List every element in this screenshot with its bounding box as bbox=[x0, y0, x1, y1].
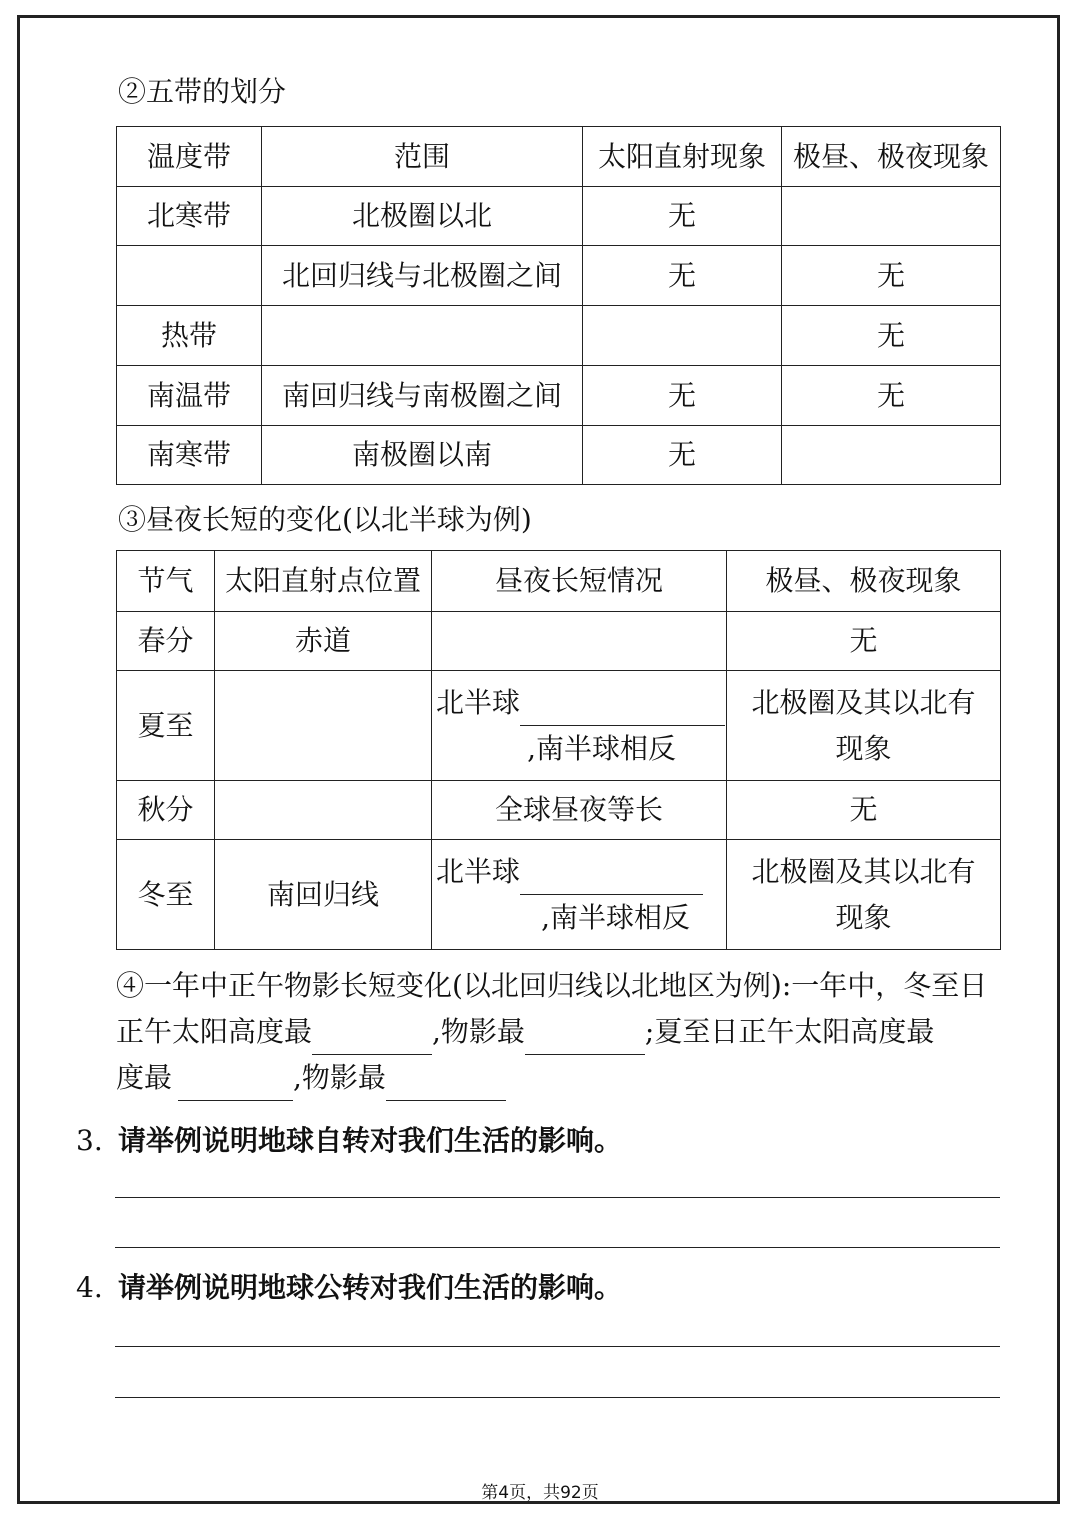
fill-blank[interactable] bbox=[525, 1020, 645, 1055]
table-cell: 无 bbox=[782, 246, 1001, 306]
position-cell: 南回归线 bbox=[215, 840, 432, 950]
section4-text-4: ,物影最 bbox=[293, 1061, 386, 1094]
header-cell: 极昼、极夜现象 bbox=[782, 127, 1001, 187]
daylength-suffix: ,南半球相反 bbox=[527, 731, 676, 765]
table-header-row bbox=[117, 127, 1001, 187]
table-cell bbox=[782, 187, 1001, 246]
five-zones-table bbox=[116, 126, 1001, 485]
table-row bbox=[117, 306, 1001, 366]
daylength-prefix: 北半球 bbox=[436, 854, 521, 888]
table-row bbox=[117, 840, 1001, 950]
table-cell: 无 bbox=[583, 246, 782, 306]
table-cell: 北回归线与北极圈之间 bbox=[262, 246, 583, 306]
fill-blank[interactable] bbox=[520, 691, 725, 726]
term-cell: 春分 bbox=[117, 612, 215, 671]
header-cell: 范围 bbox=[262, 127, 583, 187]
header-cell: 太阳直射点位置 bbox=[215, 551, 432, 612]
question-text: 请举例说明地球公转对我们生活的影响。 bbox=[118, 1271, 623, 1304]
page-footer: 第4页，共92页 bbox=[481, 1483, 599, 1503]
header-cell: 极昼、极夜现象 bbox=[727, 551, 1001, 612]
polar-cell: 无 bbox=[727, 781, 1001, 840]
table-header-row bbox=[117, 551, 1001, 612]
daylength-cell: 全球昼夜等长 bbox=[432, 781, 727, 840]
section2-heading: ②五带的划分 bbox=[118, 75, 287, 108]
answer-line[interactable] bbox=[115, 1247, 1000, 1248]
table-row bbox=[117, 612, 1001, 671]
table-cell bbox=[117, 246, 262, 306]
table-cell: 热带 bbox=[117, 306, 262, 366]
answer-line[interactable] bbox=[115, 1397, 1000, 1398]
daylength-cell bbox=[432, 671, 727, 781]
polar-cell: 北极圈及其以北有现象 bbox=[727, 671, 1001, 781]
table-cell: 无 bbox=[583, 366, 782, 426]
question-number: 4. bbox=[76, 1271, 103, 1304]
table-row bbox=[117, 366, 1001, 426]
question-4 bbox=[76, 1266, 622, 1306]
question-text: 请举例说明地球自转对我们生活的影响。 bbox=[118, 1124, 623, 1157]
section4-text-1: ④一年中正午物影长短变化(以北回归线以北地区为例):一年中，冬至日正午太阳高度最 bbox=[116, 969, 988, 1048]
table-row bbox=[117, 187, 1001, 246]
table-row bbox=[117, 246, 1001, 306]
answer-line[interactable] bbox=[115, 1346, 1000, 1347]
position-cell: 赤道 bbox=[215, 612, 432, 671]
table-cell: 南寒带 bbox=[117, 426, 262, 485]
daylength-cell bbox=[432, 612, 727, 671]
fill-blank[interactable] bbox=[520, 860, 703, 895]
table-cell bbox=[583, 306, 782, 366]
daylength-prefix: 北半球 bbox=[436, 685, 521, 719]
daylength-cell bbox=[432, 840, 727, 950]
term-cell: 秋分 bbox=[117, 781, 215, 840]
term-cell: 夏至 bbox=[117, 671, 215, 781]
question-number: 3. bbox=[76, 1124, 103, 1157]
daylength-suffix: ,南半球相反 bbox=[541, 900, 690, 934]
table-cell: 无 bbox=[583, 426, 782, 485]
position-cell bbox=[215, 781, 432, 840]
fill-blank[interactable] bbox=[312, 1020, 432, 1055]
table-cell bbox=[262, 306, 583, 366]
table-cell bbox=[782, 426, 1001, 485]
header-cell: 节气 bbox=[117, 551, 215, 612]
daylength-line1 bbox=[432, 680, 726, 726]
table-cell: 南温带 bbox=[117, 366, 262, 426]
position-cell bbox=[215, 671, 432, 781]
term-cell: 冬至 bbox=[117, 840, 215, 950]
table-cell: 南极圈以南 bbox=[262, 426, 583, 485]
table-cell: 无 bbox=[782, 306, 1001, 366]
answer-line[interactable] bbox=[115, 1197, 1000, 1198]
table-cell: 无 bbox=[782, 366, 1001, 426]
question-3 bbox=[76, 1119, 622, 1159]
day-night-table bbox=[116, 550, 1001, 950]
table-cell: 北寒带 bbox=[117, 187, 262, 246]
polar-cell: 无 bbox=[727, 612, 1001, 671]
table-row bbox=[117, 781, 1001, 840]
header-cell: 太阳直射现象 bbox=[583, 127, 782, 187]
fill-blank[interactable] bbox=[178, 1066, 293, 1101]
table-cell: 无 bbox=[583, 187, 782, 246]
table-cell: 北极圈以北 bbox=[262, 187, 583, 246]
fill-blank[interactable] bbox=[386, 1066, 506, 1101]
daylength-line1 bbox=[432, 849, 726, 895]
table-row bbox=[117, 426, 1001, 485]
table-cell: 南回归线与南极圈之间 bbox=[262, 366, 583, 426]
header-cell: 昼夜长短情况 bbox=[432, 551, 727, 612]
section4-text-4-lead: 度最 bbox=[116, 1061, 173, 1094]
section4-text-2: ,物影最 bbox=[432, 1015, 525, 1048]
polar-cell: 北极圈及其以北有现象 bbox=[727, 840, 1001, 950]
table-row bbox=[117, 671, 1001, 781]
section4-text-3: ;夏至日正午太阳高度最 bbox=[644, 1015, 935, 1048]
section3-heading: ③昼夜长短的变化(以北半球为例) bbox=[118, 503, 532, 536]
header-cell: 温度带 bbox=[117, 127, 262, 187]
section4-paragraph bbox=[116, 963, 1000, 1101]
